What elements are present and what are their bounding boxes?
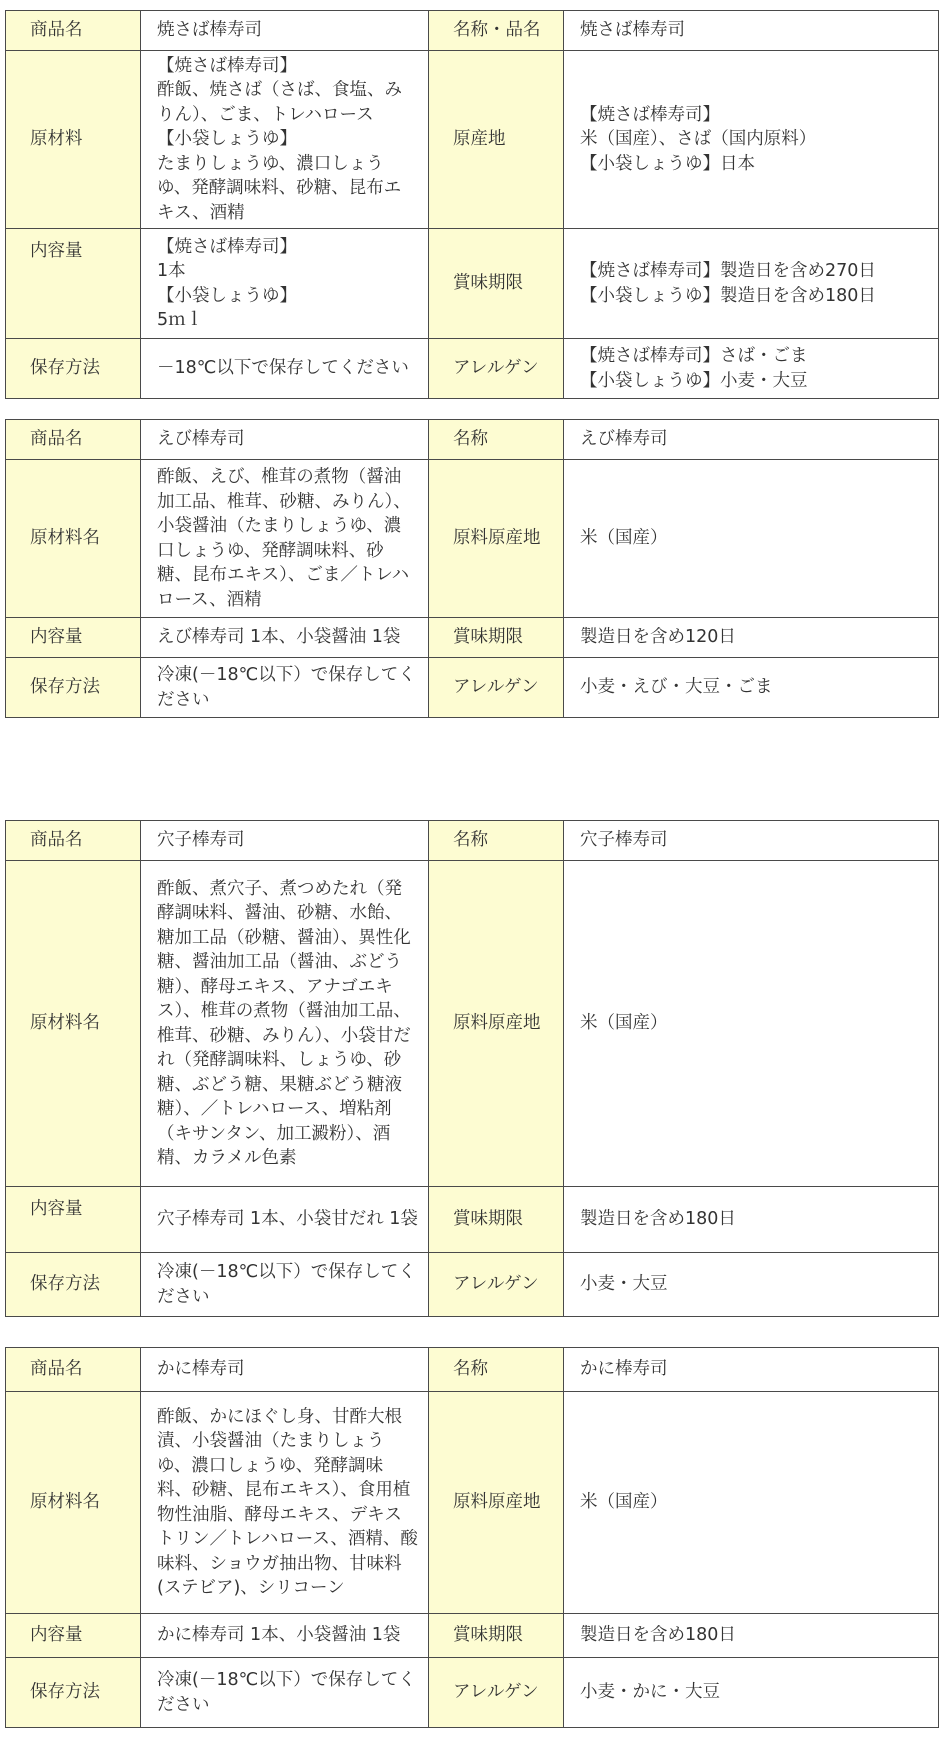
content-value: 【焼さば棒寿司】 1本 【小袋しょうゆ】 5ｍｌ <box>141 229 429 339</box>
product-name-value: えび棒寿司 <box>141 420 429 460</box>
allergen-label: アレルゲン <box>429 658 564 718</box>
item-name-label: 名称・品名 <box>429 11 564 51</box>
content-label: 内容量 <box>6 229 141 339</box>
storage-label: 保存方法 <box>6 1253 141 1317</box>
product-name-label: 商品名 <box>6 1348 141 1392</box>
content-value: 穴子棒寿司 1本、小袋甘だれ 1袋 <box>141 1187 429 1253</box>
item-name-value: 焼さば棒寿司 <box>564 11 939 51</box>
origin-value: 【焼さば棒寿司】 米（国産）、さば（国内原料） 【小袋しょうゆ】日本 <box>564 51 939 229</box>
product-table-ebi <box>5 419 939 718</box>
product-name-label: 商品名 <box>6 420 141 460</box>
product-name-label: 商品名 <box>6 821 141 861</box>
ingredients-label: 原材料 <box>6 51 141 229</box>
origin-value: 米（国産） <box>564 460 939 618</box>
allergen-value: 【焼さば棒寿司】さば・ごま 【小袋しょうゆ】小麦・大豆 <box>564 339 939 399</box>
content-label: 内容量 <box>6 1614 141 1658</box>
storage-value: －18℃以下で保存してください <box>141 339 429 399</box>
origin-value: 米（国産） <box>564 861 939 1187</box>
product-table-anago <box>5 820 939 1317</box>
allergen-value: 小麦・大豆 <box>564 1253 939 1317</box>
expiry-label: 賞味期限 <box>429 1614 564 1658</box>
expiry-label: 賞味期限 <box>429 1187 564 1253</box>
ingredients-value: 酢飯、かにほぐし身、甘酢大根漬、小袋醤油（たまりしょうゆ、濃口しょうゆ、発酵調味料、砂糖、昆布エキス）、食用植物性油脂、酵母エキス、デキストリン／トレハロース、酒精、酸味料、ショウガ抽出物、甘味料(ステビア)、シリコーン <box>141 1392 429 1614</box>
storage-label: 保存方法 <box>6 658 141 718</box>
storage-value: 冷凍(－18℃以下）で保存してください <box>141 658 429 718</box>
product-name-value: 焼さば棒寿司 <box>141 11 429 51</box>
storage-label: 保存方法 <box>6 339 141 399</box>
storage-value: 冷凍(－18℃以下）で保存してください <box>141 1253 429 1317</box>
item-name-value: かに棒寿司 <box>564 1348 939 1392</box>
item-name-label: 名称 <box>429 420 564 460</box>
expiry-label: 賞味期限 <box>429 618 564 658</box>
expiry-label: 賞味期限 <box>429 229 564 339</box>
item-name-value: えび棒寿司 <box>564 420 939 460</box>
ingredients-label: 原材料名 <box>6 460 141 618</box>
expiry-value: 製造日を含め120日 <box>564 618 939 658</box>
product-name-value: 穴子棒寿司 <box>141 821 429 861</box>
storage-value: 冷凍(－18℃以下）で保存してください <box>141 1658 429 1728</box>
expiry-value: 製造日を含め180日 <box>564 1187 939 1253</box>
allergen-value: 小麦・えび・大豆・ごま <box>564 658 939 718</box>
item-name-label: 名称 <box>429 1348 564 1392</box>
content-value: えび棒寿司 1本、小袋醤油 1袋 <box>141 618 429 658</box>
ingredients-label: 原材料名 <box>6 861 141 1187</box>
allergen-label: アレルゲン <box>429 1658 564 1728</box>
product-name-label: 商品名 <box>6 11 141 51</box>
expiry-value: 【焼さば棒寿司】製造日を含め270日 【小袋しょうゆ】製造日を含め180日 <box>564 229 939 339</box>
origin-label: 原料原産地 <box>429 861 564 1187</box>
content-label: 内容量 <box>6 1187 141 1253</box>
ingredients-value: 酢飯、えび、椎茸の煮物（醤油加工品、椎茸、砂糖、みりん）、小袋醤油（たまりしょうゆ、濃口しょうゆ、発酵調味料、砂糖、昆布エキス）、ごま／トレハロース、酒精 <box>141 460 429 618</box>
item-name-value: 穴子棒寿司 <box>564 821 939 861</box>
item-name-label: 名称 <box>429 821 564 861</box>
origin-label: 原料原産地 <box>429 460 564 618</box>
product-name-value: かに棒寿司 <box>141 1348 429 1392</box>
product-table-kani <box>5 1347 939 1728</box>
origin-label: 原産地 <box>429 51 564 229</box>
allergen-label: アレルゲン <box>429 339 564 399</box>
ingredients-value: 【焼さば棒寿司】 酢飯、焼さば（さば、食塩、みりん）、ごま、トレハロース 【小袋しょうゆ】 たまりしょうゆ、濃口しょうゆ、発酵調味料、砂糖、昆布エキス、酒精 <box>141 51 429 229</box>
expiry-value: 製造日を含め180日 <box>564 1614 939 1658</box>
allergen-value: 小麦・かに・大豆 <box>564 1658 939 1728</box>
allergen-label: アレルゲン <box>429 1253 564 1317</box>
origin-label: 原料原産地 <box>429 1392 564 1614</box>
origin-value: 米（国産） <box>564 1392 939 1614</box>
storage-label: 保存方法 <box>6 1658 141 1728</box>
content-label: 内容量 <box>6 618 141 658</box>
ingredients-label: 原材料名 <box>6 1392 141 1614</box>
ingredients-value: 酢飯、煮穴子、煮つめたれ（発酵調味料、醤油、砂糖、水飴、糖加工品（砂糖、醤油）、異性化糖、醤油加工品（醤油、ぶどう糖）、酵母エキス、アナゴエキス）、椎茸の煮物（醤油加工品、椎茸、砂糖、みりん）、小袋甘だれ（発酵調味料、しょうゆ、砂糖、ぶどう糖、果糖ぶどう糖液糖）、／トレハロース、増粘剤（キサンタン、加工澱粉）、酒精、カラメル色素 <box>141 861 429 1187</box>
content-value: かに棒寿司 1本、小袋醤油 1袋 <box>141 1614 429 1658</box>
product-table-saba <box>5 10 939 399</box>
